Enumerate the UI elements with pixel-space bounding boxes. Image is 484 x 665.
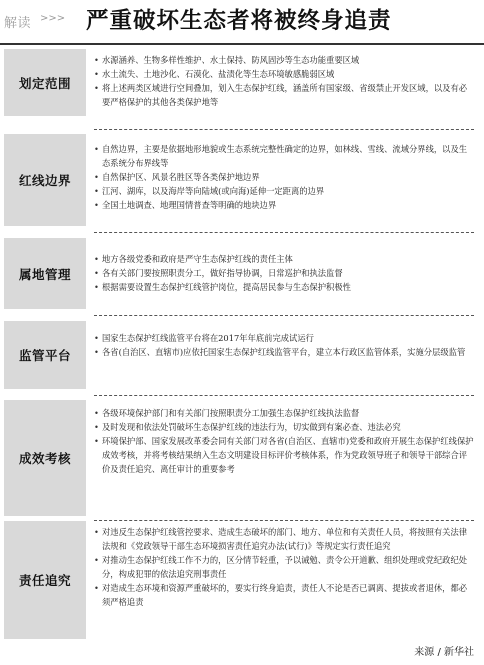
source-credit: 来源 / 新华社 [414,647,474,658]
bullet: • [94,186,99,197]
list-item [94,420,474,434]
list-item [94,331,474,345]
header-rule [0,43,484,45]
section-label: 红线边界 [18,173,71,188]
list-item [94,142,474,170]
section-boundary [0,134,484,226]
item-text: 自然保护区、风景名胜区等各类保护地边界 [102,172,260,183]
list-item [94,170,474,184]
item-text: 各级环境保护部门和有关部门按照职责分工加强生态保护红线执法监督 [102,408,360,418]
section-label-box [4,400,86,516]
section-label: 责任追究 [18,573,71,588]
item-text: 根据需要设置生态保护红线管护岗位，提高居民参与生态保护积极性 [102,282,351,293]
bullet: • [94,55,99,65]
item-text: 水源涵养、生物多样性维护、水土保持、防风固沙等生态功能重要区域 [102,55,360,65]
page-title: 严重破坏生态者将被终身追责 [86,8,392,34]
section-label: 成效考核 [18,451,71,466]
bullet: • [94,254,99,264]
bullet: • [94,583,99,594]
bullet: • [94,408,99,418]
item-text: 江河、湖库，以及海岸等向陆域(或向海)延伸一定距离的边界 [102,186,325,197]
header [0,0,484,44]
item-text: 各省(自治区、直辖市)应依托国家生态保护红线监管平台，建立本行政区监管体系，实施分层级监管 [102,347,466,358]
section-label-box [4,238,86,309]
bullet: • [94,347,99,358]
bullet: • [94,69,99,80]
bullet: • [94,282,99,293]
item-text: 对违反生态保护红线管控要求、造成生态破坏的部门、地方、单位和有关责任人员，将按照有关法律法规和《党政领导干部生态环境损害责任追究办法(试行)》等规定实行责任追究 [102,527,468,552]
bullet: • [94,144,99,154]
section-label-box [4,134,86,226]
item-text: 对造成生态环境和资源严重破坏的，要实行终身追责，责任人不论是否已调离、提拔或者退休，都必须严格追责 [102,583,468,608]
item-text: 及时发现和依法处罚破坏生态保护红线的违法行为，切实做到有案必查、违法必究 [102,422,401,433]
item-text: 全国土地调查、地理国情普查等明确的地块边界 [102,200,277,211]
section-supervision-platform [0,321,484,389]
bullet: • [94,555,99,566]
item-text: 自然边界，主要是依据地形地貌或生态系统完整性确定的边界，如林线、雪线、流域分界线，以及生态系统分布界线等 [102,144,468,169]
section-label-box [4,49,86,116]
item-text: 国家生态保护红线监管平台将在2017年年底前完成试运行 [102,333,314,343]
section-label: 监管平台 [18,348,71,363]
bullet: • [94,436,99,447]
section-effectiveness-review [0,400,484,516]
item-text: 将上述两类区域进行空间叠加，划入生态保护红线，涵盖所有国家级、省级禁止开发区域，以及有必要严格保护的其他各类保护地等 [102,83,468,108]
section-label-box [4,521,86,639]
list-item [94,81,474,109]
section-items [94,331,474,359]
item-text: 对推动生态保护红线工作不力的，区分情节轻重，予以诫勉、责令公开道歉、组织处理或党纪政纪处分，构成犯罪的依法追究刑事责任 [102,555,468,580]
list-item [94,53,474,67]
bullet: • [94,200,99,211]
item-text: 地方各级党委和政府是严守生态保护红线的责任主体 [102,254,293,264]
list-item [94,280,474,294]
list-item [94,553,474,581]
item-text: 各有关部门要按照职责分工，做好指导协调，日常巡护和执法监督 [102,268,343,279]
list-item [94,345,474,359]
section-accountability [0,521,484,639]
list-item [94,434,474,476]
list-item [94,184,474,198]
list-item [94,67,474,81]
section-scope [0,49,484,116]
bullet: • [94,83,99,94]
section-divider [94,315,474,316]
section-tag: 解读 [4,16,32,31]
list-item [94,198,474,212]
item-text: 环境保护部、国家发展改革委会同有关部门对各省(自治区、直辖市)党委和政府开展生态保护红线保护成效考核，并将考核结果纳入生态文明建设目标评价考核体系，作为党政领导班子和领导干部综合评价及责任追究、离任审计的重要参考 [102,436,474,475]
section-label: 划定范围 [18,75,71,91]
section-items [94,53,474,109]
list-item [94,406,474,420]
list-item [94,581,474,609]
section-items [94,406,474,476]
section-label: 属地管理 [18,266,71,282]
tag-arrows: >>> [40,13,66,24]
list-item [94,252,474,266]
bullet: • [94,172,99,183]
list-item [94,266,474,280]
section-divider [94,232,474,233]
bullet: • [94,527,99,537]
bullet: • [94,268,99,279]
list-item [94,525,474,553]
section-items [94,252,474,294]
section-items [94,525,474,610]
bullet: • [94,333,99,343]
section-items [94,142,474,212]
bullet: • [94,422,99,433]
section-label-box [4,321,86,389]
item-text: 水土流失、土地沙化、石漠化、盐渍化等生态环境敏感脆弱区域 [102,69,335,80]
section-divider [94,129,474,130]
section-divider [94,395,474,396]
section-local-management [0,238,484,309]
